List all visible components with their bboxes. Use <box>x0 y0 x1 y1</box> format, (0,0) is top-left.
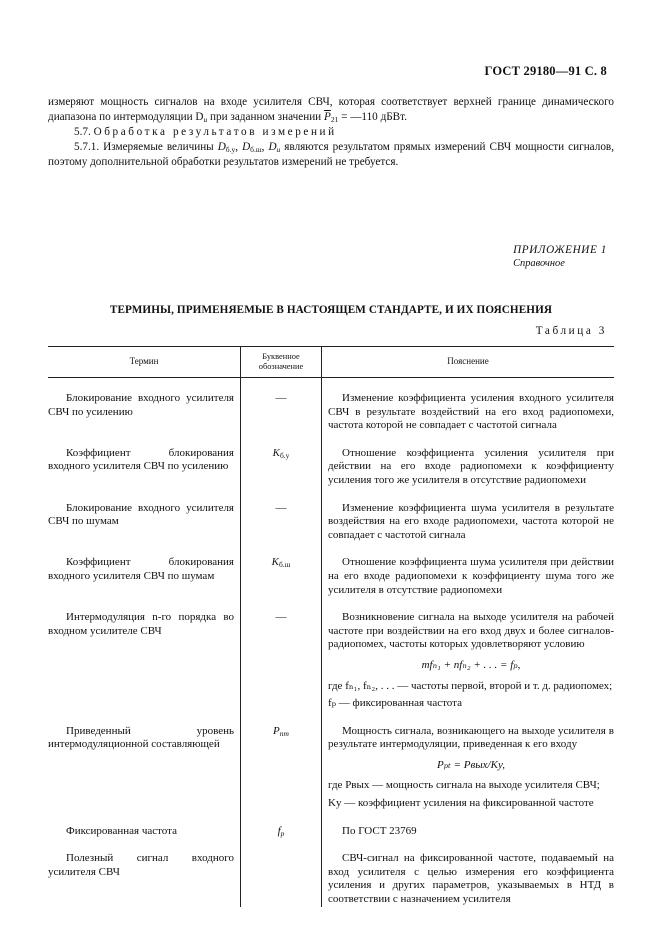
explanation-cell: Возникновение сигнала на выходе усилителя на рабочей частоте при воздействии на его вход двух и более сигналов-радиопомех, частоты которых удовлетворяют условию <box>328 611 614 651</box>
terms-table <box>48 346 614 907</box>
table-header-row <box>48 347 614 378</box>
symbol-cell: $K_{б.у}$ <box>241 447 322 488</box>
term-cell: Коэффициент блокирования входного усилителя СВЧ по шумам <box>48 556 234 582</box>
table-row <box>48 447 614 488</box>
header-explanation: Пояснение <box>322 347 615 378</box>
table-row <box>48 825 614 839</box>
explanation-cell: По ГОСТ 23769 <box>342 824 417 837</box>
table-row <box>48 392 614 433</box>
symbol-cell: — <box>241 502 322 543</box>
symbol-cell: — <box>241 392 322 433</box>
term-cell: Приведенный уровень интермодуляционной составляющей <box>48 724 234 751</box>
appendix-kind: Справочное <box>513 258 565 269</box>
table-label: Таблица 3 <box>535 325 607 337</box>
appendix-label <box>513 243 607 271</box>
term-cell: Блокирование входного усилителя СВЧ по шумам <box>48 501 234 528</box>
term-cell: Блокирование входного усилителя СВЧ по усилению <box>48 392 234 418</box>
formula: mfₙ₁ + nfₙ₂ + . . . = fₚ, <box>421 658 521 671</box>
explanation-cell: Изменение коэффициента шума усилителя в результате воздействия на его входе радиопомехи, частота которой не совпадает с частотой сигнала <box>328 501 614 541</box>
intro-paragraph-3: 5.7.1. Измеряемые величины $D_{б.у}$, $D_{б.ш}$, $D_и$ являются результатом прямых измерений СВЧ мощности сигналов, поэтому дополнительной обработки результатов измерений не требуется. <box>48 141 615 168</box>
intro-paragraph-1: измеряют мощность сигналов на входе усилителя СВЧ, которая соответствует верхней границе динамического диапазона по интермодуляции $D_и$ при заданном значении $\overline{P}_{21}$ = —110 дБВт. <box>48 96 614 124</box>
intro-section-title: 5.7. Обработка результатов измерений <box>74 126 337 138</box>
symbol-cell: $K_{б.ш}$ <box>241 556 322 597</box>
formula-where-1: где Pвых — мощность сигнала на выходе усилителя СВЧ; <box>328 779 600 792</box>
table-row <box>48 556 614 597</box>
term-cell: Интермодуляция n-го порядка во входном усилителе СВЧ <box>48 611 234 637</box>
formula-where-2: Kу — коэффициент усиления на фиксированной частоте <box>328 797 594 810</box>
term-cell: Коэффициент блокирования входного усилителя СВЧ по усилению <box>48 446 234 473</box>
symbol-cell: $P_{пт}$ <box>241 725 322 811</box>
symbol-cell: — <box>241 611 322 711</box>
explanation-cell: Изменение коэффициента усиления входного усилителя СВЧ в результате воздействий на его вход радиопомехи, частота которой не совпадает с частотой сигнала <box>328 392 614 432</box>
intro-text <box>48 95 614 170</box>
formula-where-2: fₚ — фиксированная частота <box>328 697 462 710</box>
formula-where-1: где fₙ₁, fₙ₂, . . . — частоты первой, второй и т. д. радиопомех; <box>328 679 613 692</box>
explanation-cell: СВЧ-сигнал на фиксированной частоте, подаваемый на вход усилителя с целью измерения его коэффициента усиления и других параметров, указываемых в НТД в соответствии с назначением усилителя <box>328 852 614 906</box>
term-cell: Фиксированная частота <box>66 824 177 837</box>
table-row <box>48 611 614 711</box>
symbol-cell <box>241 852 322 906</box>
page-header: ГОСТ 29180—91 С. 8 <box>484 64 607 78</box>
explanation-cell: Отношение коэффициента усиления усилителя при действии на его входе радиопомехи к коэффициенту усиления того же усилителя в отсутствие радиопомехи <box>328 446 614 486</box>
table-row <box>48 502 614 543</box>
section-title: ТЕРМИНЫ, ПРИМЕНЯЕМЫЕ В НАСТОЯЩЕМ СТАНДАРТЕ, И ИХ ПОЯСНЕНИЯ <box>109 304 553 316</box>
appendix-title: ПРИЛОЖЕНИЕ 1 <box>513 244 607 256</box>
explanation-cell: Мощность сигнала, возникающего на выходе усилителя в результате интермодуляции, приведенная к его входу <box>328 724 614 751</box>
header-term: Термин <box>48 347 241 378</box>
symbol-cell: $f_р$ <box>241 825 322 839</box>
formula: Pₚₜ = Pвых/Kу, <box>436 758 506 771</box>
header-symbol: Буквенное обозначение <box>241 347 322 378</box>
table-row <box>48 725 614 811</box>
table-row <box>48 852 614 906</box>
term-cell: Полезный сигнал входного усилителя СВЧ <box>48 852 234 878</box>
explanation-cell: Отношение коэффициента шума усилителя при действии на его входе радиопомехи к коэффициенту шума того же усилителя в отсутствие радиопомехи <box>328 556 614 596</box>
